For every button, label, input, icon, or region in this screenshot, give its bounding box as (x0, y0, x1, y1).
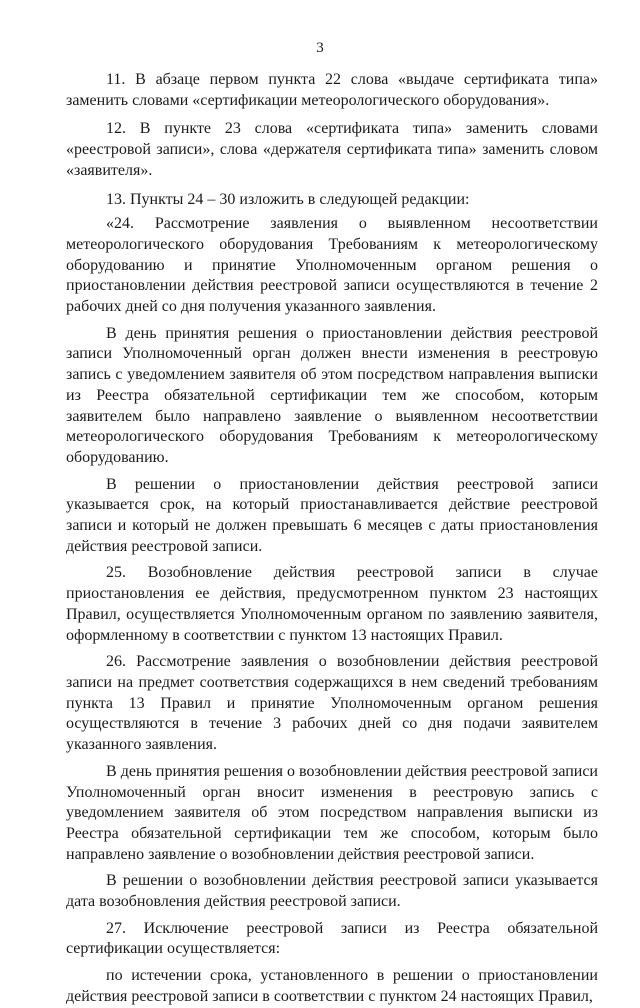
paragraph-point-26: 26. Рассмотрение заявления о возобновлении действия реестровой записи на предмет соответствия содержащихся в нем сведений требованиям пункта 13 Правил и принятие Уполномоченным органом решения осуществляются в течение 3 рабочих дней со дня подачи заявителем указанного заявления. (66, 653, 598, 754)
paragraph-resumption-day: В день принятия решения о возобновлении действия реестровой записи Уполномоченный орган вносит изменения в реестровую запись с уведомлением заявителя об этом посредством направления выписки из Реестра обязательной сертификации тем же способом, которым было направлено заявление о возобновлении действия реестровой записи. (66, 762, 598, 863)
paragraph-point-27: 27. Исключение реестровой записи из Реестра обязательной сертификации осуществляется: (66, 919, 598, 958)
paragraph-suspension-day: В день принятия решения о приостановлении действия реестровой записи Уполномоченный орган должен внести изменения в реестровую запись с уведомлением заявителя об этом посредством направления выписки из Реестра обязательной сертификации тем же способом, которым заявителем было направлено заявление о выявленном несоответствии метеорологического оборудования Требованиям к метеорологическому оборудованию. (66, 324, 598, 466)
paragraph-item-12: 12. В пункте 23 слова «сертификата типа» заменить словами «реестровой записи», слова «держателя сертификата типа» заменить словом «заявителя». (66, 120, 598, 179)
paragraph-point-25: 25. Возобновление действия реестровой записи в случае приостановления ее действия, предусмотренном пунктом 23 настоящих Правил, осуществляется Уполномоченным органом по заявлению заявителя, оформленному в соответствии с пунктом 13 настоящих Правил. (66, 564, 598, 644)
paragraph-resumption-date: В решении о возобновлении действия реестровой записи указывается дата возобновления действия реестровой записи. (66, 872, 598, 911)
page-number: 3 (316, 40, 324, 56)
paragraph-suspension-term: В решении о приостановлении действия реестровой записи указывается срок, на который приостанавливается действие реестровой записи и который не должен превышать 6 месяцев с даты приостановления действия реестровой записи. (66, 475, 598, 555)
paragraph-item-11: 11. В абзаце первом пункта 22 слова «выдаче сертификата типа» заменить словами «сертификации метеорологического оборудования». (66, 71, 598, 109)
paragraph-expiry-clause: по истечении срока, установленного в решении о приостановлении действия реестровой записи в соответствии с пунктом 24 настоящих Правил, (66, 967, 598, 1005)
paragraph-point-24: «24. Рассмотрение заявления о выявленном несоответствии метеорологического оборудования Требованиям к метеорологическому оборудованию и принятие Уполномоченным органом решения о приостановлении действия реестровой записи осуществляются в течение 2 рабочих дней со дня получения указанного заявления. (66, 215, 598, 316)
paragraph-item-13: 13. Пункты 24 – 30 изложить в следующей редакции: (106, 190, 470, 208)
document-body (66, 70, 598, 1008)
